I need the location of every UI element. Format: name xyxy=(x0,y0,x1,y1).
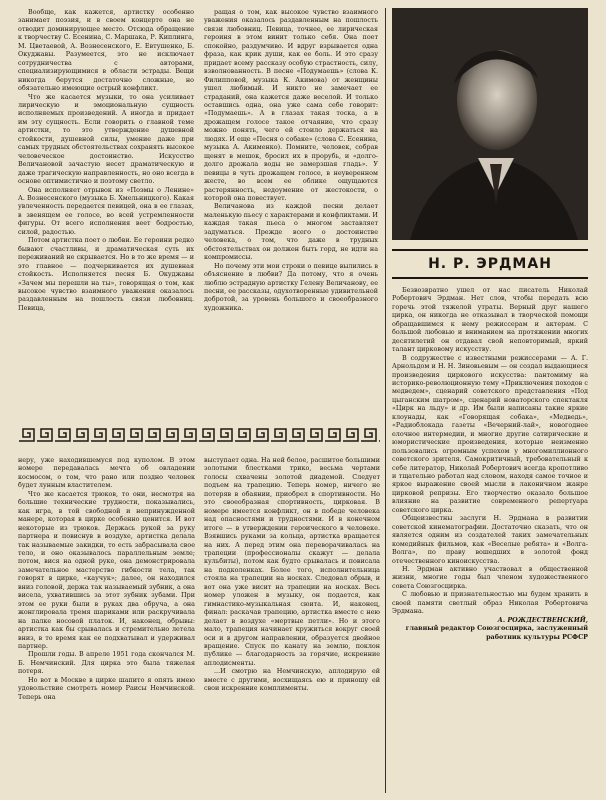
portrait-image xyxy=(392,8,588,240)
article-bottom-column-2: выступает одна. На ней белое, расшитое большими золотыми блестками трико, весьма чертами голосы схвачены золотой диадемой. Следует подъем на трапецию. Теперь номер, ничего не потеряв в обаянии, приобрел в спортивности. Но это своеобразная спортивность, цирковая. В номере имеется конфликт, он в победе человека над опасностями и трудностями. И в конечном итоге — в утверждении героического в человеке. Взявшись руками за кольца, артистка вращается на них. А перед этим она переворачивалась на трапеции (профессионалы скажут — делала кульбиты), потом как будто срывалась и повисала на подколенках. Более того, исполнительница стояла на трапеции на носках. Следовал обрыв, и вот она уже висит на трапеции на носках. Весь номер уложен в музыку, он подается, как гимнастико-музыкальная сюита. И, наконец, финал: раскачав трапецию, артистка вместе с нею делает в воздухе «мертвые петли». Но и этого мало, трапеция начинает кружиться вокруг своей оси и в другом направлении, образуется двойное вращение. Спуск по канату на землю, поклон публике — благодарность за горячие, искренние аплодисменты. ...И смотрю на Немчинскую, аплодирую ей вместе с другими, восхищаясь ею и приношу ей свои искренние комплименты. xyxy=(204,456,380,693)
article-top-column-2: ращая о том, как высокое чувство взаимного уважения оказалось раздавленным на пошлость связи любовниц. Певица, точнее, ее лирическая героиня в этом винит только себя. Она поет спокойно, раздумчиво. И вдруг взрывается одна фраза, как крик души, как ее боль. И это сразу придает всему рассказу особую страстность, силу, взволнованность. В песне «Подумаешь» (слова К. Филипповой, музыка К. Акимова) от женщины ушел любимый. И никто не замечает ее страданий, она кажется даже веселой. И только оставшись одна, она уже сама себе говорит: «Подумаешь». А в глазах такая тоска, а в дрожащем голосе такое отчаяние, что сразу можно понять, чего ей стоило держаться на людях. И еще «Песня о собаке» (слова С. Есенина, музыка А. Акименко). Помните, человек, собрав щенят в мешок, бросил их в прорубь, и «долго-долго дрожала воды не замерзшая гладь». У певицы в чуть дрожащем голосе, в неуверенном жесте, во всем ее облике ощущаются растерянность, недоумение от жестокости, о которой она повествует. Величанова из каждой песни делает маленькую пьесу с характерами и конфликтами. И каждая такая пьеса о многом заставляет задуматься. Прежде всего о достоинстве человека, о том, что даже в трудных обстоятельствах он должен быть горд, не идти на компромиссы. Но почему эти мои строки о певице вылились в объяснение в любви? Да потому, что я очень люблю эстрадную артистку Гелену Величанову, ее песни, ее рассказы, одухотворенные удивительной добротой, за уровень большого и своеобразного художника. xyxy=(204,8,378,312)
portrait-photo xyxy=(392,8,588,240)
article-bottom-column-1: неру, уже находившемуся под куполом. В этом номере передавалась мечта об овладении космосом, о том, что рано или поздно человек будет лунным властителем. Что же касается трюков, то они, несмотря на большие технические трудности, показывались, как игра, в той свободной и непринужденной манере, которая в цирке особенно ценится. И вот некоторые из трюков. Держась рукой за руку партнера и повиснув в воздухе, артистка делала так называемые закидки, то есть забрасывала свое тело, и оно оказывалось параллельным земле; потом, вися на одной руке, она демонстрировала замечательное мастерство гибкости тела, так говорят в цирке, «каучук»; далее, он находился вниз головой, держа так называемый зубник, а она висела, ухватившись за этот зубник зубами. При этом ее руки были в руках два обруча, а она жонглировала тремя шариками или раскручивала на палке носовой платок. И, наконец, обрывы: артистка как бы срывалась и стремительно летела вниз, в то время как ее подхватывал и удерживал партнер. Прошли годы. В апреле 1951 года скончался М. Б. Немчинский. Для цирка это была тяжелая потеря. Но вот в Москве в цирке шапито я опять имею удовольствие смотреть номер Раисы Немчинской. Теперь она xyxy=(18,456,195,701)
obituary-column: Безвозвратно ушел от нас писатель Николай Робертович Эрдман. Нет слов, чтобы передать всю горечь этой тяжелой утраты. Верный друг нашего цирка, он никогда не отказывал в творческой помощи обращавшимся к нему режиссерам и актерам. С большой любовью и вниманием на протяжении многих десятилетий он отдавал свой неповторимый, яркий талант цирковому искусству. В содружестве с известными режиссерами — А. Г. Арнольдом и Н. Н. Зиновьевым — он создал выдающиеся произведения циркового искусства: пантомиму на историко-революционную тему «Приключения походов с медведем», сценарий советского представления «Под цыганским шатром», сценарий новаторского спектакля «Цирк на льду» и др. Им были написаны такие яркие клоунады, как «Говорящая собака», «Медведь», «Радиоблокада газеты «Вечерний-лай», новогоднее елочное интермедии, и многие другие сатирические и юмористические произведения, которые неизменно пользовались огромным успехом у многомиллионного советского зрителя. Самокритичный, требовательный к себе литератор, Николай Робертович всегда кропотливо и тщательно работал над словом, находя самое точное и яркое выражение своей мысли в лаконичном жанре цирковой репризы. Его творчество оказало большое влияние на развитие современного репертуара советского цирка. Общеизвестны заслуги Н. Эрдмана в развитии советской кинематографии. Достаточно сказать, что он является одним из создателей таких замечательных комедийных фильмов, как «Веселые ребята» и «Волга-Волга», по праву вошедших в золотой фонд отечественного киноискусства. Н. Эрдман активно участвовал в общественной жизни, многие годы был членом художественного совета Союзгосцирка. С любовью и признательностью мы будем хранить в своей памяти светлый образ Николая Робертовича Эрдмана. А. РОЖДЕСТВЕНСКИЙ, главный редактор Союзгосцирка, заслуженный работник культуры РСФСР xyxy=(392,286,588,641)
meander-border xyxy=(18,426,380,444)
column-divider xyxy=(385,8,386,793)
obituary-title: Н. Р. ЭРДМАН xyxy=(392,249,588,279)
signature-role: главный редактор Союзгосцирка, заслуженный работник культуры РСФСР xyxy=(405,624,588,641)
signature-name: А. РОЖДЕСТВЕНСКИЙ, xyxy=(497,615,588,624)
article-top-column-1: Вообще, как кажется, артистку особенно занимает поэзия, и в своем концерте она не отводит доминирующее место. Отсюда обращение к творчеству С. Есенина, С. Маршака, Р. Киплинга, М. Цветаевой, А. Вознесенского, Е. Евтушенко, Б. Окуджавы. Разумеется, это не исключает сотрудничества с авторами, специализирующимися в области эстрады. Вещи никогда берутся достаточно сложные, но обязательно имеющие острый конфликт. Что же касается музыки, то она усиливает лирическую и эмоциональную сущность исполняемых произведений. А иногда и придает им эту сущность. Если говорить о главной теме артистки, то это утверждение душевной стойкости, душевной силы, умение даже при самых трудных обстоятельствах сохранять высокое человеческое достоинство. Искусство Величановой зачастую несет драматическую и даже трагическую направленность, но оно всегда в основе оптимистично и поэтому светло. Она исполняет отрывок из «Поэмы о Ленине» А. Вознесенского (музыка Б. Хмельницкого). Какая увлеченность передается певицей, она в ее глазах, в звенящем ее голосе, во всей устремленности фигуры. От всего исполнения веет бодростью, силой, радостью. Потом артистка поет о любви. Ее героини редко бывают счастливы, и драматическая суть их переживаний не скрывается. Но в то же время — и это главное — подчеркивается их душевная стойкость. Исполняется песня Б. Окуджавы «Зачем мы перешли на ты», говорящая о том, как высокое чувство взаимного уважения оказалось раздавленным на пошлость связи любовниц. Певица, xyxy=(18,8,194,312)
ornamental-border xyxy=(18,426,380,444)
